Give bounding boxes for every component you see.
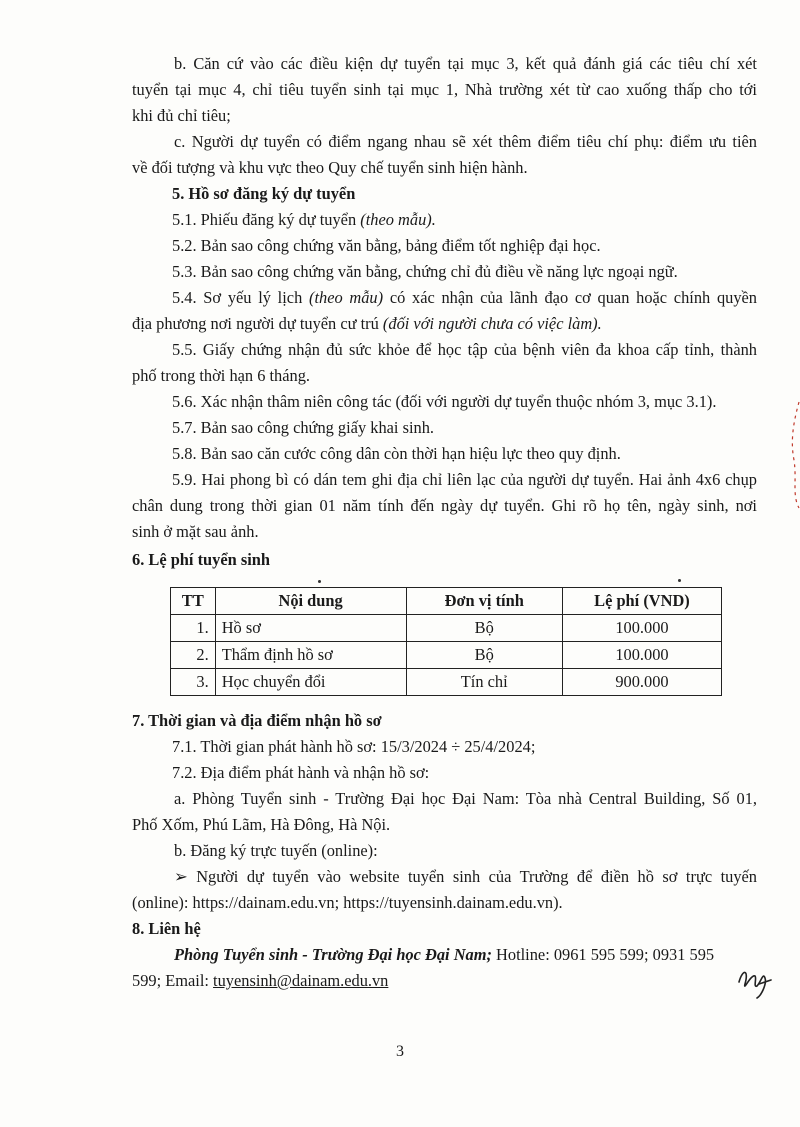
section5-item3: 5.3. Bản sao công chứng văn bằng, chứng chỉ đủ điều về năng lực ngoại ngữ. — [172, 262, 678, 281]
fee-cell: Thẩm định hồ sơ — [215, 642, 406, 669]
fee-cell: 1. — [171, 615, 216, 642]
fee-cell: 100.000 — [562, 615, 721, 642]
contact-hotline: Hotline: 0961 595 599; 0931 595 — [491, 945, 715, 964]
fee-cell: Bộ — [406, 642, 562, 669]
section8-heading: 8. Liên hệ — [132, 919, 201, 938]
section5-item4-line2: địa phương nơi người dự tuyển cư trú (đối với người chưa có việc làm). — [132, 314, 602, 333]
scan-dot — [318, 580, 321, 583]
section5-item9-line1: 5.9. Hai phong bì có dán tem ghi địa chỉ liên lạc của người dự tuyển. Hai ảnh 4x6 chụp — [172, 470, 757, 489]
table-row — [171, 642, 722, 669]
page-number: 3 — [396, 1043, 404, 1060]
fee-cell: Bộ — [406, 615, 562, 642]
section5-item9-line3: sinh ở mặt sau ảnh. — [132, 522, 259, 541]
section5-heading: 5. Hồ sơ đăng ký dự tuyển — [172, 184, 356, 203]
fee-header-cell: Lệ phí (VND) — [562, 588, 721, 615]
fee-header-cell: Đơn vị tính — [406, 588, 562, 615]
paragraph-b-line3: khi đủ chỉ tiêu; — [132, 106, 231, 125]
section8-contact-line1 — [174, 945, 757, 965]
fee-cell: Tín chỉ — [406, 669, 562, 696]
table-row — [171, 669, 722, 696]
section5-item6: 5.6. Xác nhận thâm niên công tác (đối với người dự tuyển thuộc nhóm 3, mục 3.1). — [172, 392, 717, 411]
table-row — [171, 615, 722, 642]
section5-item1: 5.1. Phiếu đăng ký dự tuyển (theo mẫu). — [172, 210, 436, 229]
fee-header-cell: TT — [171, 588, 216, 615]
section5-item9-line2: chân dung trong thời gian 01 năm tính đến ngày dự tuyển. Ghi rõ họ tên, ngày sinh, nơi — [132, 496, 757, 515]
section7-b: b. Đăng ký trực tuyến (online): — [174, 841, 378, 860]
section6-heading: 6. Lệ phí tuyển sinh — [132, 550, 270, 569]
red-stamp-edge — [788, 400, 800, 510]
fee-table-header — [171, 588, 722, 615]
section7-item1: 7.1. Thời gian phát hành hồ sơ: 15/3/2024 ÷ 25/4/2024; — [172, 737, 536, 756]
scan-dot — [678, 579, 681, 582]
fee-cell: 900.000 — [562, 669, 721, 696]
section7-bullet-line1: ➢ Người dự tuyển vào website tuyển sinh của Trường để điền hồ sơ trực tuyến — [174, 867, 757, 886]
section7-bullet-line2: (online): https://dainam.edu.vn; https://tuyensinh.dainam.edu.vn). — [132, 893, 563, 912]
section7-a-line2: Phố Xốm, Phú Lãm, Hà Đông, Hà Nội. — [132, 815, 391, 834]
section5-item2: 5.2. Bản sao công chứng văn bằng, bảng điểm tốt nghiệp đại học. — [172, 236, 601, 255]
fee-cell: 2. — [171, 642, 216, 669]
paragraph-c-line2: về đối tượng và khu vực theo Quy chế tuyển sinh hiện hành. — [132, 158, 528, 177]
section7-item2: 7.2. Địa điểm phát hành và nhận hồ sơ: — [172, 763, 430, 782]
paragraph-c-line1: c. Người dự tuyển có điểm ngang nhau sẽ xét thêm điểm tiêu chí phụ: điểm ưu tiên — [174, 132, 757, 151]
paragraph-b-line1: b. Căn cứ vào các điều kiện dự tuyển tại mục 3, kết quả đánh giá các tiêu chí xét — [174, 54, 757, 73]
section8-contact-line2: 599; Email: tuyensinh@dainam.edu.vn — [132, 971, 389, 990]
section7-a-line1: a. Phòng Tuyển sinh - Trường Đại học Đại Nam: Tòa nhà Central Building, Số 01, — [174, 789, 757, 808]
contact-org: Phòng Tuyển sinh - Trường Đại học Đại Nam; — [174, 945, 492, 964]
section5-item5-line2: phố trong thời hạn 6 tháng. — [132, 366, 311, 385]
fee-cell: 3. — [171, 669, 216, 696]
fee-table — [170, 587, 722, 696]
section5-item5-line1: 5.5. Giấy chứng nhận đủ sức khỏe để học tập của bệnh viên đa khoa cấp tỉnh, thành — [172, 340, 757, 359]
section5-item4-line1: 5.4. Sơ yếu lý lịch (theo mẫu) có xác nhận của lãnh đạo cơ quan hoặc chính quyền — [172, 288, 757, 307]
section7-heading: 7. Thời gian và địa điểm nhận hồ sơ — [132, 711, 382, 730]
fee-cell: Học chuyển đổi — [215, 669, 406, 696]
section5-item7: 5.7. Bản sao công chứng giấy khai sinh. — [172, 418, 434, 437]
fee-cell: Hồ sơ — [215, 615, 406, 642]
fee-header-cell: Nội dung — [215, 588, 406, 615]
paragraph-b-line2: tuyển tại mục 4, chỉ tiêu tuyển sinh tại mục 1, Nhà trường xét từ cao xuống thấp cho tới — [132, 80, 757, 99]
signature-initials — [735, 962, 773, 1000]
section5-item8: 5.8. Bản sao căn cước công dân còn thời hạn hiệu lực theo quy định. — [172, 444, 621, 463]
email-link[interactable]: tuyensinh@dainam.edu.vn — [213, 971, 389, 990]
fee-cell: 100.000 — [562, 642, 721, 669]
